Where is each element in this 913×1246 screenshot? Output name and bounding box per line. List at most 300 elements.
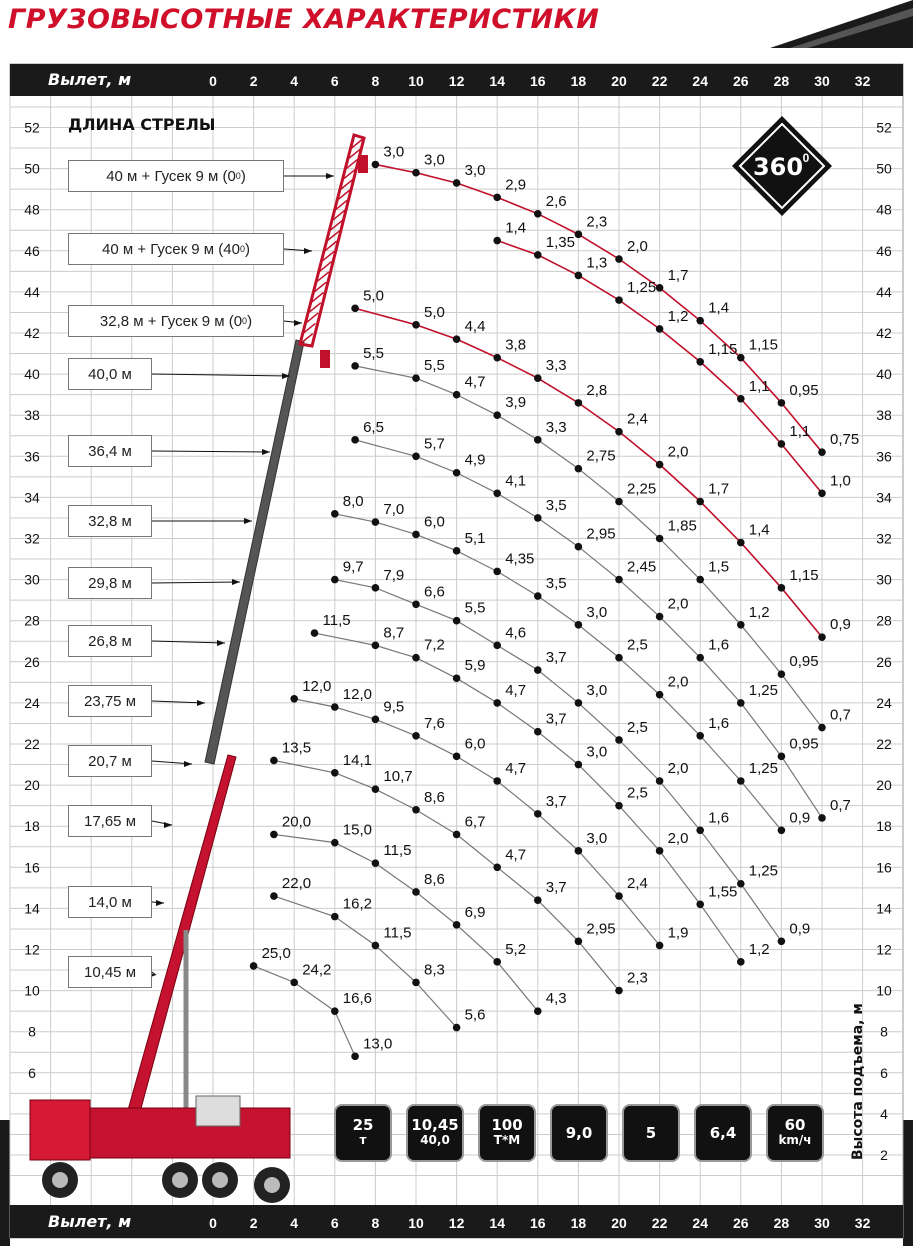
load-value-label: 3,7 xyxy=(545,879,567,897)
y-tick-label: 32 xyxy=(876,530,892,547)
load-point xyxy=(656,847,664,855)
load-point xyxy=(737,777,745,785)
load-value-label: 5,7 xyxy=(424,435,445,453)
load-point xyxy=(453,179,461,187)
y-tick-label: 6 xyxy=(880,1064,888,1081)
load-moment-icon: 100 Т*М xyxy=(478,1104,536,1162)
load-value-label: 3,3 xyxy=(545,418,567,436)
x-tick-label: 26 xyxy=(733,73,749,89)
load-point xyxy=(534,728,542,736)
y-tick-label: 52 xyxy=(24,119,40,136)
load-value-label: 1,6 xyxy=(708,714,730,732)
load-point xyxy=(778,670,786,678)
load-value-label: 12,0 xyxy=(342,686,373,704)
load-point xyxy=(372,584,380,592)
load-value-label: 20,0 xyxy=(281,813,312,831)
y-tick-label: 42 xyxy=(24,325,40,341)
load-point xyxy=(453,617,461,625)
load-value-label: 2,25 xyxy=(627,480,657,498)
load-value-label: 5,5 xyxy=(424,357,445,375)
x-tick-label: 12 xyxy=(448,73,465,89)
load-point xyxy=(575,937,583,945)
load-point xyxy=(575,847,583,855)
load-value-label: 3,0 xyxy=(586,603,608,621)
load-value-label: 2,45 xyxy=(627,558,657,576)
x-tick-label: 22 xyxy=(651,73,668,89)
load-point xyxy=(372,518,380,526)
load-value-label: 4,9 xyxy=(464,451,486,469)
y-tick-label: 44 xyxy=(24,283,40,300)
load-point xyxy=(778,937,786,945)
load-point xyxy=(615,428,623,436)
load-value-label: 15,0 xyxy=(342,821,373,839)
x-tick-label: 20 xyxy=(611,73,627,89)
y-tick-label: 48 xyxy=(876,201,892,218)
load-point xyxy=(493,958,501,966)
y-tick-label: 14 xyxy=(876,900,892,917)
x-tick-label: 10 xyxy=(408,1215,424,1231)
load-point xyxy=(696,900,704,908)
load-point xyxy=(534,1007,542,1015)
x-tick-label: 4 xyxy=(290,1215,299,1231)
load-value-label: 12,0 xyxy=(302,677,332,695)
load-value-label: 0,95 xyxy=(789,381,819,399)
y-tick-label: 30 xyxy=(876,571,892,588)
load-point xyxy=(372,716,380,724)
load-point xyxy=(818,448,826,456)
load-value-label: 2,0 xyxy=(667,443,689,461)
y-tick-label: 44 xyxy=(876,283,892,300)
load-point xyxy=(412,806,420,814)
y-tick-label: 18 xyxy=(24,818,40,835)
load-value-label: 2,4 xyxy=(627,875,648,893)
load-value-label: 1,25 xyxy=(748,759,779,777)
load-point xyxy=(818,633,826,641)
load-value-label: 2,95 xyxy=(586,525,616,543)
load-point xyxy=(696,317,704,325)
load-point xyxy=(615,255,623,263)
load-value-label: 5,5 xyxy=(363,344,384,362)
load-point xyxy=(615,802,623,810)
load-value-label: 1,4 xyxy=(748,521,770,539)
load-value-label: 2,3 xyxy=(586,213,608,231)
y-tick-label: 38 xyxy=(24,407,40,424)
y-tick-label: 40 xyxy=(24,366,40,383)
y-tick-label: 6 xyxy=(28,1064,36,1081)
load-point xyxy=(737,539,745,547)
load-value-label: 14,1 xyxy=(342,751,373,769)
load-point xyxy=(615,736,623,744)
load-value-label: 8,6 xyxy=(424,870,445,888)
load-value-label: 5,1 xyxy=(464,529,486,547)
load-value-label: 1,15 xyxy=(789,566,819,584)
load-point xyxy=(534,592,542,600)
load-point xyxy=(696,654,704,662)
load-point xyxy=(412,654,420,662)
load-value-label: 2,9 xyxy=(505,176,527,194)
load-value-label: 3,7 xyxy=(545,710,567,728)
load-point xyxy=(372,642,380,650)
load-point xyxy=(270,757,278,765)
load-point xyxy=(656,777,664,785)
load-value-label: 7,9 xyxy=(383,566,405,584)
load-value-label: 4,7 xyxy=(505,846,527,864)
y-tick-label: 38 xyxy=(876,407,892,424)
load-point xyxy=(331,576,339,584)
load-point xyxy=(351,362,359,370)
y-tick-label: 50 xyxy=(24,160,40,177)
load-point xyxy=(453,831,461,839)
load-point xyxy=(656,325,664,333)
y-tick-label: 28 xyxy=(24,612,40,629)
load-point xyxy=(493,642,501,650)
sections-icon: 5 xyxy=(622,1104,680,1162)
load-value-label: 1,25 xyxy=(748,681,779,699)
load-value-label: 3,0 xyxy=(383,143,405,161)
y-tick-label: 42 xyxy=(876,325,892,341)
x-axis-name-bottom: Вылет, м xyxy=(48,1212,132,1231)
y-tick-label: 4 xyxy=(880,1105,888,1122)
x-tick-label: 14 xyxy=(489,1215,505,1231)
load-point xyxy=(412,732,420,740)
load-value-label: 0,9 xyxy=(830,616,851,634)
x-tick-label: 8 xyxy=(371,73,380,89)
boom-length-label: 40 м + Гусек 9 м (40 0 ) xyxy=(68,233,284,265)
load-value-label: 1,25 xyxy=(748,862,779,880)
hook-block-main xyxy=(320,350,330,368)
load-point xyxy=(534,251,542,259)
rotation-badge-sup: 0 xyxy=(802,151,810,165)
load-value-label: 2,8 xyxy=(586,381,608,399)
y-tick-label: 52 xyxy=(876,119,892,136)
load-point xyxy=(453,469,461,477)
load-value-label: 2,75 xyxy=(586,447,616,465)
load-value-label: 3,9 xyxy=(505,394,527,412)
load-value-label: 11,5 xyxy=(322,612,351,630)
load-value-label: 4,7 xyxy=(464,373,486,391)
y-tick-label: 28 xyxy=(876,612,892,629)
y-tick-label: 26 xyxy=(24,653,40,670)
load-value-label: 22,0 xyxy=(281,875,312,893)
load-value-label: 3,0 xyxy=(586,681,608,699)
y-tick-label: 32 xyxy=(24,530,40,547)
y-tick-label: 8 xyxy=(28,1023,36,1040)
boom-length-label: 32,8 м xyxy=(68,505,152,537)
load-value-label: 9,5 xyxy=(383,698,405,716)
wheel-hub xyxy=(172,1172,188,1188)
x-tick-label: 24 xyxy=(692,73,708,89)
load-point xyxy=(372,161,380,169)
load-value-label: 0,95 xyxy=(789,653,819,671)
load-value-label: 1,4 xyxy=(708,299,730,317)
load-value-label: 2,0 xyxy=(627,238,648,256)
load-value-label: 9,7 xyxy=(342,558,364,576)
load-point xyxy=(412,453,420,461)
load-value-label: 1,1 xyxy=(789,422,811,440)
load-value-label: 3,0 xyxy=(586,743,608,761)
y-tick-label: 8 xyxy=(880,1023,888,1040)
load-value-label: 2,5 xyxy=(627,636,648,654)
x-tick-label: 14 xyxy=(489,73,505,89)
load-point xyxy=(372,859,380,867)
load-value-label: 8,0 xyxy=(342,492,364,510)
load-value-label: 3,7 xyxy=(545,792,567,810)
load-point xyxy=(575,231,583,239)
load-value-label: 1,9 xyxy=(667,924,689,942)
y-tick-label: 34 xyxy=(876,489,892,506)
x-tick-label: 10 xyxy=(408,73,424,89)
load-point xyxy=(351,436,359,444)
load-value-label: 1,2 xyxy=(748,940,770,958)
load-value-label: 2,5 xyxy=(627,784,648,802)
load-point xyxy=(615,296,623,304)
load-value-label: 4,1 xyxy=(505,472,527,490)
load-value-label: 0,9 xyxy=(789,920,811,938)
page-title: ГРУЗОВЫСОТНЫЕ ХАРАКТЕРИСТИКИ xyxy=(8,4,600,35)
load-point xyxy=(493,489,501,497)
load-value-label: 0,7 xyxy=(830,796,851,814)
load-value-label: 10,7 xyxy=(383,768,413,786)
load-point xyxy=(331,1007,339,1015)
x-tick-label: 20 xyxy=(611,1215,627,1231)
load-point xyxy=(270,892,278,900)
load-value-label: 4,7 xyxy=(505,759,527,777)
y-tick-label: 12 xyxy=(876,941,892,958)
load-value-label: 4,6 xyxy=(505,624,527,642)
load-point xyxy=(696,827,704,835)
load-value-label: 4,35 xyxy=(505,550,535,568)
load-point xyxy=(453,547,461,555)
load-point xyxy=(575,399,583,407)
boom-length-label: 23,75 м xyxy=(68,685,152,717)
load-value-label: 2,0 xyxy=(667,829,689,847)
load-point xyxy=(493,777,501,785)
load-value-label: 1,25 xyxy=(627,279,657,297)
load-point xyxy=(412,979,420,987)
load-point xyxy=(737,621,745,629)
load-point xyxy=(656,284,664,292)
load-point xyxy=(575,761,583,769)
load-value-label: 6,7 xyxy=(464,813,486,831)
y-tick-label: 26 xyxy=(876,653,892,670)
load-value-label: 6,5 xyxy=(363,418,384,436)
jib-length-icon: 9,0 xyxy=(550,1104,608,1162)
y-tick-label: 10 xyxy=(876,982,892,999)
y-tick-label: 36 xyxy=(876,448,892,465)
y-tick-label: 24 xyxy=(24,694,40,711)
load-value-label: 16,2 xyxy=(342,895,373,913)
load-point xyxy=(412,531,420,539)
boom-length-label: 20,7 м xyxy=(68,745,152,777)
load-point xyxy=(534,436,542,444)
load-point xyxy=(453,674,461,682)
load-point xyxy=(412,888,420,896)
y-tick-label: 34 xyxy=(24,489,40,506)
load-point xyxy=(412,169,420,177)
y-tick-label: 2 xyxy=(880,1147,888,1163)
y-tick-label: 16 xyxy=(24,859,40,876)
load-value-label: 6,0 xyxy=(464,735,486,753)
x-tick-label: 8 xyxy=(371,1215,380,1231)
y-tick-label: 46 xyxy=(876,242,892,259)
load-value-label: 3,5 xyxy=(545,496,567,514)
load-point xyxy=(656,613,664,621)
x-tick-label: 32 xyxy=(854,1215,871,1231)
load-point xyxy=(615,576,623,584)
load-value-label: 11,5 xyxy=(383,924,412,942)
load-point xyxy=(696,358,704,366)
x-tick-label: 24 xyxy=(692,1215,708,1231)
load-value-label: 1,1 xyxy=(748,377,770,395)
load-point xyxy=(331,703,339,711)
load-value-label: 8,7 xyxy=(383,624,405,642)
load-point xyxy=(778,827,786,835)
load-value-label: 25,0 xyxy=(261,944,291,962)
load-value-label: 16,6 xyxy=(342,990,373,1008)
load-point xyxy=(534,374,542,382)
load-point xyxy=(290,695,298,703)
load-value-label: 7,6 xyxy=(424,714,445,732)
boom-length-icon: 10,45 40,0 xyxy=(406,1104,464,1162)
load-point xyxy=(534,810,542,818)
load-value-label: 0,9 xyxy=(789,809,811,827)
load-value-label: 1,3 xyxy=(586,254,608,272)
crane-cab xyxy=(196,1096,240,1126)
y-tick-label: 16 xyxy=(876,859,892,876)
y-tick-label: 10 xyxy=(24,982,40,999)
load-value-label: 1,6 xyxy=(708,636,730,654)
load-point xyxy=(818,814,826,822)
load-point xyxy=(270,831,278,839)
load-value-label: 1,4 xyxy=(505,219,527,237)
load-point xyxy=(331,769,339,777)
load-point xyxy=(290,979,298,987)
load-point xyxy=(737,699,745,707)
boom-length-label: 14,0 м xyxy=(68,886,152,918)
hook-block-jib xyxy=(358,155,368,173)
y-tick-label: 18 xyxy=(876,818,892,835)
wheel-hub xyxy=(264,1177,280,1193)
load-point xyxy=(534,514,542,522)
x-tick-label: 2 xyxy=(249,1215,258,1231)
load-value-label: 4,7 xyxy=(505,681,527,699)
load-value-label: 2,0 xyxy=(667,595,689,613)
load-point xyxy=(615,654,623,662)
y-tick-label: 48 xyxy=(24,201,40,218)
x-tick-label: 12 xyxy=(448,1215,465,1231)
x-tick-label: 28 xyxy=(773,73,790,89)
load-point xyxy=(453,921,461,929)
boom-length-label: 17,65 м xyxy=(68,805,152,837)
x-tick-label: 28 xyxy=(773,1215,790,1231)
load-point xyxy=(615,987,623,995)
load-value-label: 11,5 xyxy=(383,842,412,860)
load-value-label: 8,3 xyxy=(424,961,445,979)
x-tick-label: 18 xyxy=(570,1215,587,1231)
load-point xyxy=(696,498,704,506)
load-point xyxy=(778,440,786,448)
load-point xyxy=(493,411,501,419)
load-value-label: 0,75 xyxy=(830,431,860,449)
load-value-label: 3,0 xyxy=(424,151,445,169)
y-tick-label: 20 xyxy=(24,777,40,794)
load-value-label: 1,35 xyxy=(545,233,576,251)
x-tick-label: 2 xyxy=(249,73,258,89)
load-point xyxy=(534,896,542,904)
y-tick-label: 24 xyxy=(876,694,892,711)
wheel-hub xyxy=(52,1172,68,1188)
load-value-label: 5,5 xyxy=(464,599,486,617)
load-value-label: 6,0 xyxy=(424,513,445,531)
load-point xyxy=(575,272,583,280)
load-value-label: 0,95 xyxy=(789,735,819,753)
y-tick-label: 30 xyxy=(24,571,40,588)
load-point xyxy=(412,321,420,329)
load-point xyxy=(351,305,359,313)
load-value-label: 24,2 xyxy=(302,961,332,979)
x-tick-label: 30 xyxy=(814,73,830,89)
load-point xyxy=(311,629,319,637)
load-point xyxy=(493,864,501,872)
load-point xyxy=(656,535,664,543)
boom-length-label: 36,4 м xyxy=(68,435,152,467)
boom-length-label: 40 м + Гусек 9 м (0 0 ) xyxy=(68,160,284,192)
boom-length-label: 40,0 м xyxy=(68,358,152,390)
load-value-label: 1,7 xyxy=(708,480,730,498)
load-value-label: 1,85 xyxy=(667,517,697,535)
x-tick-label: 6 xyxy=(330,1215,339,1231)
load-point xyxy=(331,839,339,847)
load-value-label: 3,5 xyxy=(545,575,567,593)
load-value-label: 2,3 xyxy=(627,969,648,987)
load-point xyxy=(696,576,704,584)
load-value-label: 5,0 xyxy=(424,303,445,321)
load-value-label: 3,0 xyxy=(586,829,608,847)
load-value-label: 2,0 xyxy=(667,759,689,777)
load-point xyxy=(818,724,826,732)
x-tick-label: 32 xyxy=(854,73,871,89)
x-axis-name-top: Вылет, м xyxy=(48,70,132,89)
load-point xyxy=(453,391,461,399)
load-point xyxy=(453,753,461,761)
load-value-label: 8,6 xyxy=(424,788,445,806)
load-point xyxy=(575,465,583,473)
wheel-hub xyxy=(212,1172,228,1188)
load-value-label: 3,0 xyxy=(464,161,486,179)
x-tick-label: 6 xyxy=(330,73,339,89)
x-tick-label: 26 xyxy=(733,1215,749,1231)
load-point xyxy=(656,691,664,699)
x-tick-label: 16 xyxy=(530,1215,546,1231)
x-tick-label: 22 xyxy=(651,1215,668,1231)
load-point xyxy=(331,510,339,518)
load-value-label: 13,0 xyxy=(363,1035,393,1053)
load-value-label: 2,4 xyxy=(627,410,648,428)
y-tick-label: 50 xyxy=(876,160,892,177)
boom-length-label: 26,8 м xyxy=(68,625,152,657)
load-point xyxy=(453,335,461,343)
load-value-label: 6,9 xyxy=(464,903,486,921)
x-tick-label: 30 xyxy=(814,1215,830,1231)
load-value-label: 6,6 xyxy=(424,583,445,601)
y-tick-label: 46 xyxy=(24,242,40,259)
load-value-label: 2,6 xyxy=(545,192,567,210)
x-tick-label: 0 xyxy=(209,1215,217,1231)
load-value-label: 5,6 xyxy=(464,1006,486,1024)
rotation-badge-text: 360 xyxy=(752,153,804,181)
load-value-label: 4,3 xyxy=(545,990,567,1008)
load-value-label: 1,0 xyxy=(830,472,851,490)
